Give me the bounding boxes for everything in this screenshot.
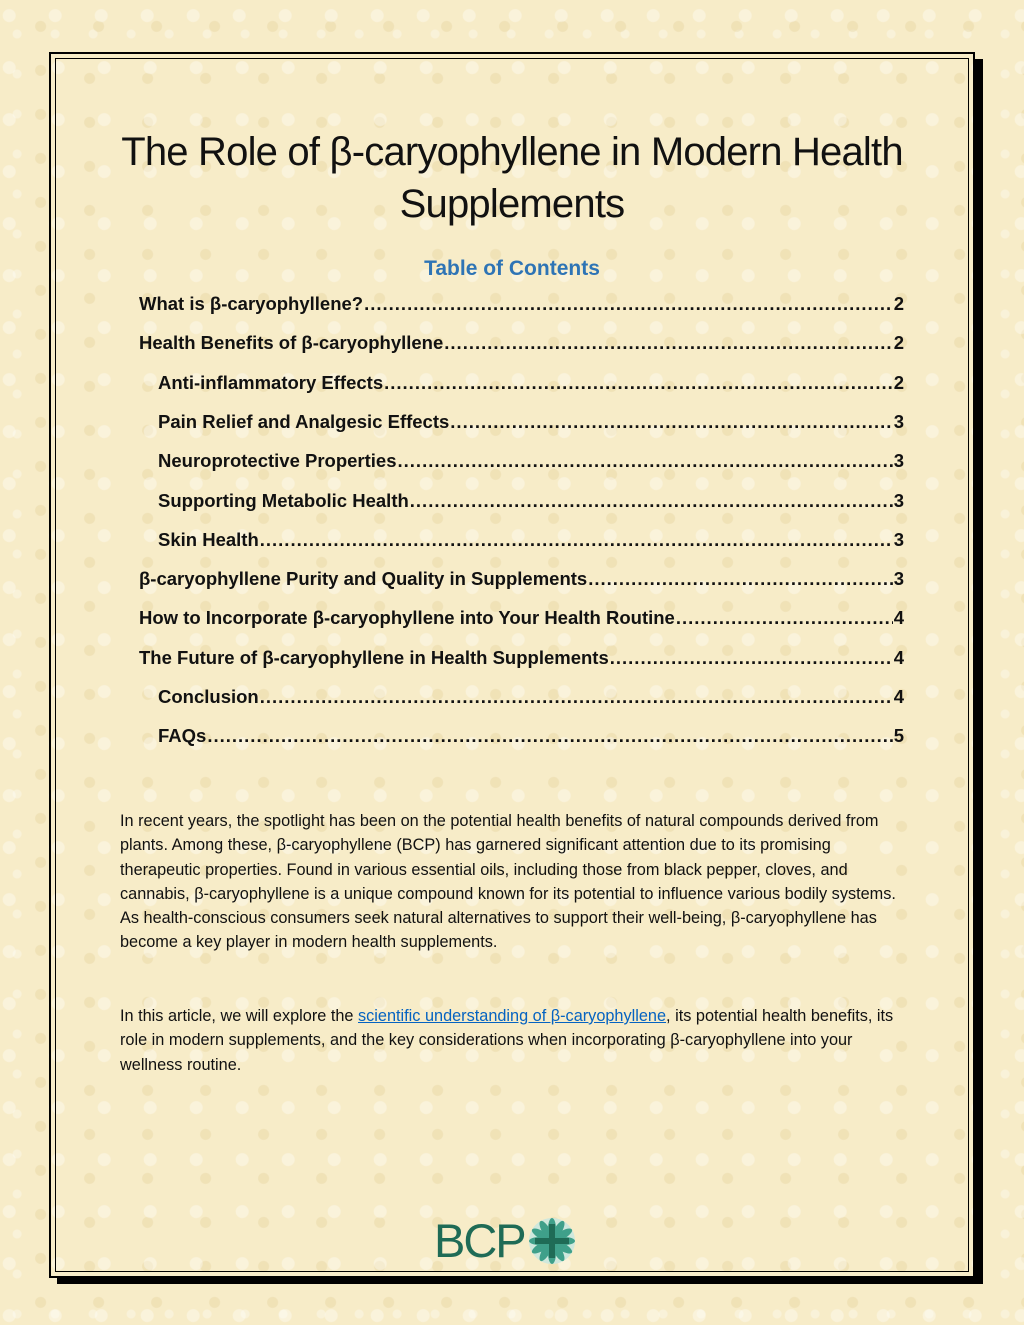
toc-entry-label: Anti-inflammatory Effects bbox=[158, 371, 384, 393]
plus-flower-icon bbox=[527, 1216, 577, 1266]
toc-leader-dots bbox=[364, 291, 893, 317]
toc-entry-label: β-caryophyllene Purity and Quality in Supplements bbox=[139, 568, 588, 590]
scientific-understanding-link[interactable]: scientific understanding of β-caryophyllene bbox=[358, 1007, 667, 1025]
second-paragraph bbox=[120, 1004, 910, 1077]
toc-leader-dots bbox=[610, 645, 893, 671]
toc-entry-label: Health Benefits of β-caryophyllene bbox=[139, 332, 444, 354]
toc-page-number: 3 bbox=[893, 489, 904, 511]
toc-entry-label: Neuroprotective Properties bbox=[158, 450, 397, 472]
toc-entry[interactable] bbox=[139, 291, 904, 317]
toc-page-number: 5 bbox=[893, 725, 904, 747]
toc-leader-dots bbox=[207, 723, 892, 749]
toc-page-number: 3 bbox=[893, 528, 904, 550]
toc-leader-dots bbox=[398, 448, 893, 474]
toc-page-number: 2 bbox=[893, 332, 904, 354]
toc-leader-dots bbox=[588, 566, 893, 592]
toc-entry[interactable] bbox=[158, 448, 904, 474]
toc-page-number: 4 bbox=[893, 686, 904, 707]
toc-leader-dots bbox=[384, 370, 893, 396]
toc-entry[interactable] bbox=[158, 370, 904, 396]
toc-page-number: 2 bbox=[893, 293, 904, 314]
document-title: The Role of β-caryophyllene in Modern Health Supplements bbox=[121, 130, 903, 226]
toc-entry-label: Pain Relief and Analgesic Effects bbox=[158, 410, 450, 432]
toc-leader-dots bbox=[676, 605, 893, 631]
toc-leader-dots bbox=[260, 684, 893, 710]
toc-leader-dots bbox=[450, 409, 892, 435]
logo-text: BCP bbox=[434, 1214, 525, 1267]
toc-entry[interactable] bbox=[158, 488, 904, 514]
paragraph-text-after-link: , its potential health benefits, its role in modern supplements, and the key considerations when incorporating β-caryophyllene into your wellness routine. bbox=[120, 1007, 894, 1074]
toc-leader-dots bbox=[410, 488, 893, 514]
toc-page-number: 2 bbox=[893, 371, 904, 393]
toc-entry[interactable] bbox=[158, 409, 904, 435]
toc-entry-label: Conclusion bbox=[158, 686, 259, 707]
paragraph-text-before-link: In this article, we will explore the bbox=[120, 1007, 358, 1025]
toc-entry[interactable] bbox=[139, 605, 904, 631]
toc-entry-label: How to Incorporate β-caryophyllene into Your Health Routine bbox=[139, 607, 675, 629]
toc-entry[interactable] bbox=[139, 566, 904, 592]
toc-entry-label: Skin Health bbox=[158, 528, 259, 550]
toc-page-number: 3 bbox=[893, 568, 904, 590]
toc-page-number: 3 bbox=[893, 410, 904, 432]
toc-page-number: 3 bbox=[893, 450, 904, 472]
bcp-logo bbox=[434, 1212, 577, 1270]
toc-leader-dots bbox=[444, 330, 892, 356]
toc-entry-label: Supporting Metabolic Health bbox=[158, 489, 409, 511]
toc-entry-label: What is β-caryophyllene? bbox=[139, 293, 364, 314]
intro-paragraph: In recent years, the spotlight has been on the potential health benefits of natural compounds derived from plants. Among these, β-caryophyllene (BCP) has garnered significant attention due to its promising therapeutic properties. Found in various essential oils, including those from black pepper, cloves, and cannabis, β-caryophyllene is a unique compound known for its potential to influence various bodily systems. As health-conscious consumers seek natural alternatives to support their well-being, β-caryophyllene has become a key player in modern health supplements. bbox=[120, 812, 896, 952]
toc-entry[interactable] bbox=[139, 330, 904, 356]
toc-entry-label: FAQs bbox=[158, 725, 207, 747]
toc-page-number: 4 bbox=[893, 646, 904, 668]
toc-entry[interactable] bbox=[158, 723, 904, 749]
toc-entry[interactable] bbox=[158, 684, 904, 710]
toc-entry-label: The Future of β-caryophyllene in Health Supplements bbox=[139, 646, 609, 668]
toc-entry[interactable] bbox=[139, 645, 904, 671]
toc-entry[interactable] bbox=[158, 527, 904, 553]
toc-page-number: 4 bbox=[893, 607, 904, 629]
toc-heading: Table of Contents bbox=[424, 257, 600, 280]
toc-leader-dots bbox=[260, 527, 893, 553]
